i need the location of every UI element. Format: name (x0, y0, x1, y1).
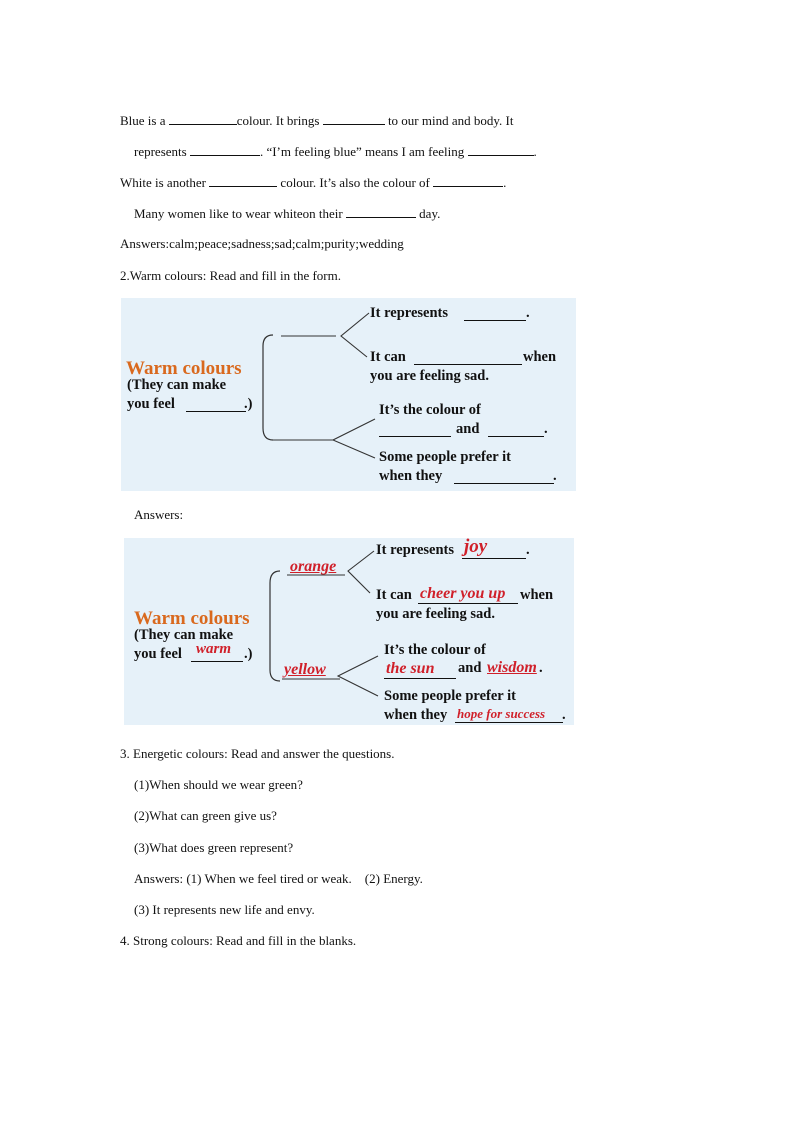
answers-1: Answers:calm;peace;sadness;sad;calm;purity;wedding (120, 236, 404, 251)
answer-the-sun: the sun (386, 660, 435, 677)
blank (468, 143, 534, 156)
diagram-subtitle-1: (They can make (134, 627, 234, 643)
answer-orange: orange (290, 558, 337, 575)
answers-3b: (3) It represents new life and envy. (134, 902, 315, 917)
period: . (544, 421, 548, 437)
branch-text-3b: and (458, 660, 482, 676)
blank (186, 411, 246, 412)
blank (454, 483, 554, 484)
fill-sentence-4 (134, 205, 440, 222)
blank (323, 112, 385, 125)
question-2: (2)What can green give us? (134, 808, 277, 823)
answer-warm: warm (196, 641, 232, 657)
diagram-title: Warm colours (134, 608, 250, 629)
diagram-subtitle-2: you feel (127, 396, 175, 412)
branch-text-2a: It can (370, 349, 406, 365)
text-fragment: day. (415, 206, 441, 221)
answer-wisdom: wisdom (487, 659, 537, 676)
period: . (553, 468, 557, 484)
blank (464, 320, 526, 321)
blank (455, 722, 563, 723)
branch-text-2b: you are feeling sad. (376, 606, 495, 622)
text-fragment: Many women like to wear whiteon their (134, 206, 346, 221)
blank (488, 436, 544, 437)
text-fragment: White is another (120, 175, 210, 190)
fill-sentence-3 (120, 174, 506, 191)
branch-text-3b: and (456, 421, 480, 437)
text-fragment: . (503, 175, 507, 190)
answer-joy: joy (464, 536, 488, 557)
text-fragment: colour. It’s also the colour of (277, 175, 434, 190)
branch-text-2b: you are feeling sad. (370, 368, 489, 384)
fill-sentence-2 (134, 143, 537, 160)
text-fragment: represents (134, 144, 190, 159)
answer-yellow: yellow (284, 661, 326, 678)
text-fragment: . “I’m feeling blue” means I am feeling (259, 144, 468, 159)
blank (384, 678, 456, 679)
blank (418, 603, 518, 604)
section-3-heading: 3. Energetic colours: Read and answer the questions. (120, 746, 395, 761)
branch-text-2a-end: when (520, 587, 554, 603)
blank (414, 364, 522, 365)
fill-sentence-1 (120, 112, 513, 129)
branch-text-4a: Some people prefer it (379, 449, 511, 465)
blank (190, 143, 260, 156)
text-fragment: Blue is a (120, 113, 169, 128)
diagram-subtitle-2: you feel (134, 646, 182, 662)
branch-text-4b: when they (384, 707, 448, 723)
period: . (526, 305, 530, 321)
blank (209, 174, 277, 187)
branch-text-4b: when they (379, 468, 443, 484)
branch-text-3a: It’s the colour of (379, 402, 481, 418)
warm-colours-form (121, 298, 576, 491)
blank (433, 174, 503, 187)
branch-text-2a-end: when (523, 349, 557, 365)
answer-cheer-you-up: cheer you up (420, 585, 506, 602)
answers-3a: Answers: (1) When we feel tired or weak. (2) Energy. (134, 871, 423, 886)
answers-label: Answers: (134, 507, 184, 522)
period: . (539, 660, 543, 676)
section-2-heading: 2.Warm colours: Read and fill in the form. (120, 268, 341, 283)
diagram-title: Warm colours (126, 358, 242, 379)
branch-text-3a: It’s the colour of (384, 642, 486, 658)
diagram-subtitle-end: .) (244, 396, 253, 412)
diagram-subtitle-end: .) (244, 646, 253, 662)
question-1: (1)When should we wear green? (134, 777, 303, 792)
blank (191, 661, 243, 662)
branch-text-1: It represents (376, 542, 454, 558)
diagram-subtitle-1: (They can make (127, 377, 227, 393)
period: . (562, 707, 566, 723)
section-4-heading: 4. Strong colours: Read and fill in the blanks. (120, 933, 357, 948)
text-fragment: . (533, 144, 537, 159)
branch-text-4a: Some people prefer it (384, 688, 516, 704)
branch-text-1: It represents (370, 305, 448, 321)
period: . (526, 542, 530, 558)
text-fragment: to our mind and body. It (384, 113, 514, 128)
blank (169, 112, 237, 125)
answer-hope-for-success: hope for success (457, 706, 546, 721)
branch-text-2a: It can (376, 587, 412, 603)
question-3: (3)What does green represent? (134, 840, 294, 855)
text-fragment: colour. It brings (236, 113, 323, 128)
blank (379, 436, 451, 437)
warm-colours-answers (124, 538, 574, 725)
blank (462, 558, 526, 559)
blank (346, 205, 416, 218)
